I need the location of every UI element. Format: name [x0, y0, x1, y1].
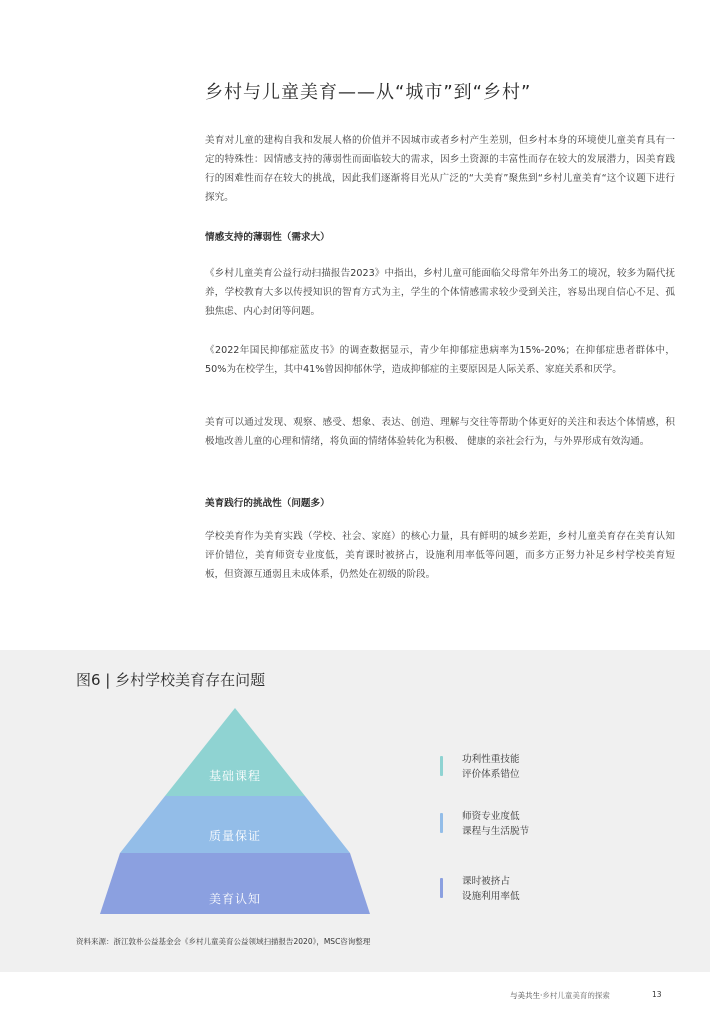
tier-label-quality-assurance: 质量保证	[208, 829, 261, 843]
figure-source: 资料来源：浙江敦朴公益基金会《乡村儿童美育公益领域扫描报告2020》，MSC咨询整理	[76, 937, 371, 946]
issue-line: 课程与生活脱节	[462, 826, 530, 837]
page-title: 乡村与儿童美育——从“城市”到“乡村”	[205, 82, 532, 103]
issue-line: 设施利用率低	[462, 891, 520, 902]
pyramid-diagram	[100, 708, 370, 918]
footer-running-title	[510, 990, 610, 1001]
issue-line: 评价体系错位	[462, 769, 520, 780]
footer-brand: 与美共生·	[510, 991, 543, 1000]
issue-line: 课时被挤占	[462, 876, 510, 887]
issue-line: 功利性重技能	[462, 754, 520, 765]
paragraph-aesthetic-benefits: 美育可以通过发现、观察、感受、想象、表达、创造、理解与交往等帮助个体更好的关注和表达个体情感，积极地改善儿童的心理和情绪，将负面的情绪体验转化为积极、 健康的亲社会行为，与外界形成有效沟通。	[205, 417, 675, 447]
pyramid-tier-middle	[120, 796, 350, 853]
paragraph-depression-bluebook: 《2022年国民抑郁症蓝皮书》的调查数据显示，青少年抑郁症患病率为15%-20%；在抑郁症患者群体中，50%为在校学生，其中41%曾因抑郁休学，造成抑郁症的主要原因是人际关系、家庭关系和厌学。	[205, 345, 675, 375]
paragraph-report-2023: 《乡村儿童美育公益行动扫描报告2023》中指出，乡村儿童可能面临父母常年外出务工的境况，较多为隔代抚养，学校教育大多以传授知识的智育方式为主，学生的个体情感需求较少受到关注，容易出现自信心不足、孤独焦虑、内心封闭等问题。	[205, 268, 675, 317]
section-heading-challenges: 美育践行的挑战性（问题多）	[205, 498, 330, 509]
tier-label-aesthetic-cognition: 美育认知	[208, 892, 261, 906]
figure-title: 图6 | 乡村学校美育存在问题	[76, 671, 266, 689]
page-number: 13	[652, 990, 662, 999]
tier-label-basic-courses: 基础课程	[208, 769, 261, 783]
issue-marker	[440, 813, 443, 833]
paragraph-school-challenges: 学校美育作为美育实践（学校、社会、家庭）的核心力量，具有鲜明的城乡差距，乡村儿童美育存在美育认知评价错位，美育师资专业度低，美育课时被挤占，设施利用率低等问题，而多方正努力补足乡村学校美育短板，但资源互通弱且未成体系，仍然处在初级的阶段。	[205, 531, 675, 580]
section-heading-emotional-support: 情感支持的薄弱性（需求大）	[205, 232, 330, 243]
issue-line: 师资专业度低	[462, 811, 520, 822]
issue-marker	[440, 878, 443, 898]
intro-paragraph: 美育对儿童的建构自我和发展人格的价值并不因城市或者乡村产生差别，但乡村本身的环境使儿童美育具有一定的特殊性：因情感支持的薄弱性而面临较大的需求，因乡土资源的丰富性而存在较大的发展潜力，因美育践行的困难性而存在较大的挑战，因此我们逐渐将目光从广泛的“大美育”聚焦到“乡村儿童美育“这个议题下进行探究。	[205, 135, 675, 203]
footer-subtitle: 乡村儿童美育的探索	[542, 991, 610, 1000]
issue-marker	[440, 756, 443, 776]
